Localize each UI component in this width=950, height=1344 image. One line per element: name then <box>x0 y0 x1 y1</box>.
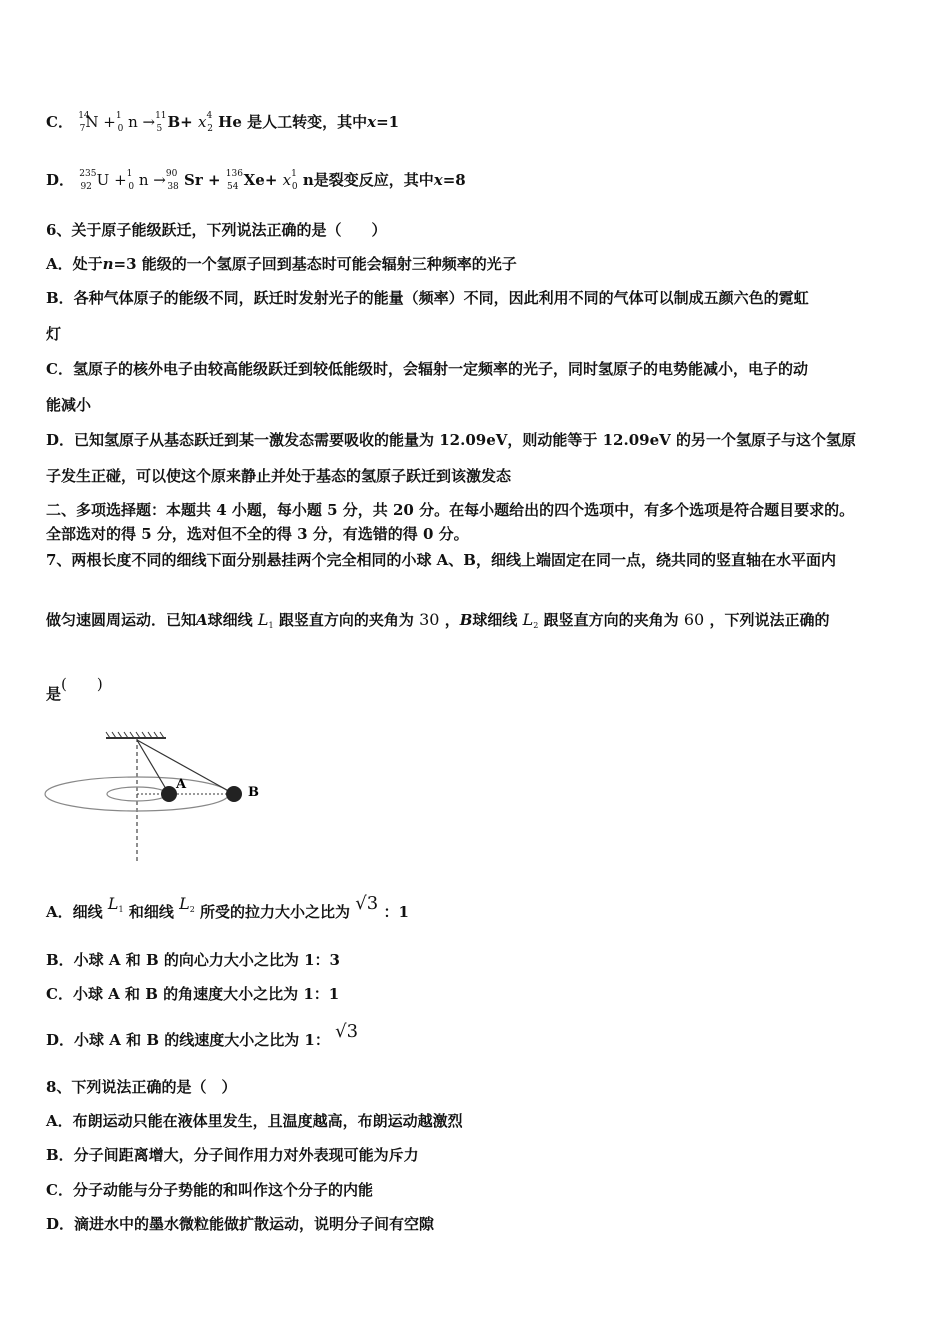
string-l1 <box>137 740 169 794</box>
q7-option-a: A．细线 L1 和细线 L2 所受的拉力大小之比为 √3 ：1 <box>46 893 409 921</box>
q6-stem: 6、关于原子能级跃迁，下列说法正确的是（ ） <box>46 221 387 239</box>
q7-stem-line1: 7、两根长度不同的细线下面分别悬挂两个完全相同的小球 A、B，细线上端固定在同一点，绕共同的竖直轴在水平面内 <box>46 551 836 569</box>
q6-option-a: A．处于n=3 能级的一个氢原子回到基态时可能会辐射三种频率的光子 <box>46 255 517 273</box>
q7-option-c: C．小球 A 和 B 的角速度大小之比为 1：1 <box>46 985 340 1003</box>
q6-option-b-line2: 灯 <box>46 325 62 343</box>
label-a: A <box>176 777 187 792</box>
q8-option-c: C．分子动能与分子势能的和叫作这个分子的内能 <box>46 1181 373 1199</box>
q8-option-b: B．分子间距离增大，分子间作用力对外表现可能为斥力 <box>46 1146 419 1164</box>
ball-b <box>226 786 242 802</box>
q8-stem: 8、下列说法正确的是（ ） <box>46 1078 237 1096</box>
section2-instructions-line2: 全部选对的得 5 分，选对但不全的得 3 分，有选错的得 0 分。 <box>46 525 469 543</box>
q8-option-d: D．滴进水中的墨水微粒能做扩散运动，说明分子间有空隙 <box>46 1215 435 1233</box>
x-symbol: $x^4_2$ <box>197 111 213 134</box>
sqrt3: √3 <box>335 1021 359 1042</box>
nuclear-equation-d: $^{235}_{92}$ U +$^1_0$ n →$^{90}_{38}$ <box>79 169 179 192</box>
ball-a <box>161 786 177 802</box>
q6-option-d-line1: D．已知氢原子从基态跃迁到某一激发态需要吸收的能量为 12.09eV，则动能等于 12.09eV 的另一个氢原子与这个氢原 <box>46 431 856 449</box>
q6-option-b-line1: B．各种气体原子的能级不同，跃迁时发射光子的能量（频率）不同，因此利用不同的气体可以制成五颜六色的霓虹 <box>46 289 809 307</box>
q7-stem-line3: 是( ) <box>46 675 103 703</box>
q5-option-c: C． $^{14}_7$N +$^1_0$ n →$^{11}_5$ $B+ x^4_2$ He 是人工转变，其中x=1 <box>46 111 400 134</box>
conical-pendulum-diagram <box>40 728 280 868</box>
sqrt3: √3 <box>355 893 379 914</box>
l2-symbol: L2 <box>522 610 539 630</box>
option-label: C． <box>46 113 73 131</box>
l1-symbol: L1 <box>257 610 274 630</box>
q6-option-d-line2: 子发生正碰，可以使这个原来静止并处于基态的氢原子跃迁到该激发态 <box>46 467 512 485</box>
x-symbol: $x^1_0$ <box>282 169 298 192</box>
q6-option-c-line1: C．氢原子的核外电子由较高能级跃迁到较低能级时，会辐射一定频率的光子，同时氢原子的电势能减小，电子的动 <box>46 360 808 378</box>
option-label: D． <box>46 171 75 189</box>
q7-option-b: B．小球 A 和 B 的向心力大小之比为 1：3 <box>46 951 340 969</box>
section2-instructions-line1: 二、多项选择题：本题共 4 小题，每小题 5 分，共 20 分。在每小题给出的四个选项中，有多个选项是符合题目要求的。 <box>46 501 855 519</box>
q6-option-c-line2: 能减小 <box>46 396 92 414</box>
q8-option-a: A．布朗运动只能在液体里发生，且温度越高，布朗运动越激烈 <box>46 1112 463 1130</box>
q7-stem-line2: 做匀速圆周运动．已知A球细线 L1 跟竖直方向的夹角为 30 ，B球细线 L2 跟竖直方向的夹角为 60 ，下列说法正确的 <box>46 610 830 630</box>
nuclear-equation-c: $^{14}_7$N +$^1_0$ n →$^{11}_5$ <box>78 111 167 134</box>
q5-option-d: D． $^{235}_{92}$ U +$^1_0$ n →$^{90}_{38}$ Sr + $^{136}_{54}$ $Xe+ x^1_0$ n是裂变反应，其中x=8 <box>46 169 466 192</box>
label-b: B <box>248 785 259 800</box>
q7-option-d: D．小球 A 和 B 的线速度大小之比为 1： √3 <box>46 1021 359 1049</box>
